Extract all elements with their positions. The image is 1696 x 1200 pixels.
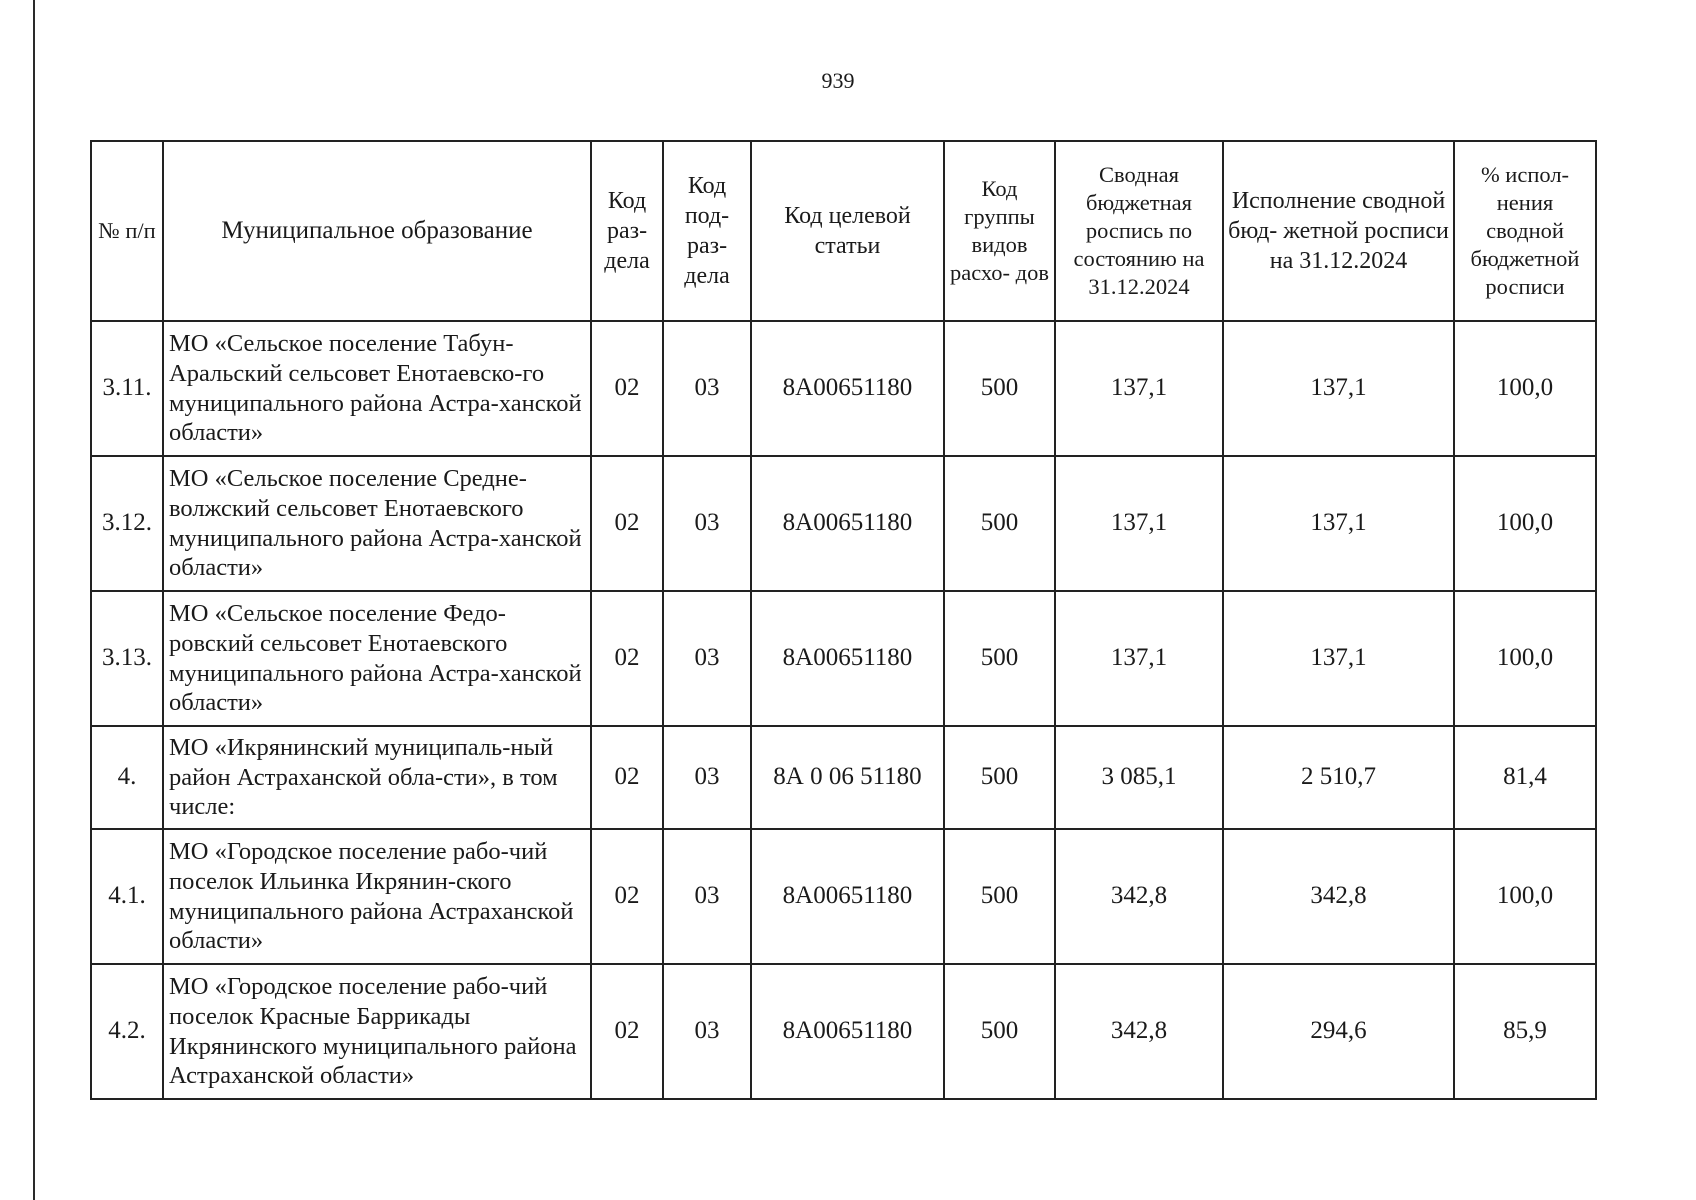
row-executed: 342,8: [1223, 829, 1454, 964]
row-municipality: МО «Икрянинский муниципаль-ный район Астраханской обла-сти», в том числе:: [163, 726, 591, 829]
table-row: [91, 829, 1596, 964]
row-municipality: МО «Городское поселение рабо-чий поселок Ильинка Икрянин-ского муниципального района Астраханской области»: [163, 829, 591, 964]
budget-execution-table: [90, 140, 1597, 1100]
row-municipality: МО «Сельское поселение Федо-ровский сельсовет Енотаевского муниципального района Астра-ханской области»: [163, 591, 591, 726]
row-expense-group: 500: [944, 321, 1055, 456]
row-municipality: МО «Сельское поселение Средне-волжский сельсовет Енотаевского муниципального района Астра-ханской области»: [163, 456, 591, 591]
header-municipality: Муниципальное образование: [163, 141, 591, 321]
row-budget: 3 085,1: [1055, 726, 1223, 829]
row-executed: 137,1: [1223, 456, 1454, 591]
row-section: 02: [591, 964, 663, 1099]
table-row: [91, 591, 1596, 726]
header-expense-group-code: Код группы видов расхо- дов: [944, 141, 1055, 321]
row-budget: 342,8: [1055, 964, 1223, 1099]
table-row: [91, 321, 1596, 456]
row-target-code: 8А00651180: [751, 321, 944, 456]
header-section-code: Код раз- дела: [591, 141, 663, 321]
row-percent: 100,0: [1454, 321, 1596, 456]
row-num: 4.1.: [91, 829, 163, 964]
row-municipality: МО «Городское поселение рабо-чий поселок Красные Баррикады Икрянинского муниципального района Астраханской области»: [163, 964, 591, 1099]
row-subsection: 03: [663, 964, 751, 1099]
table-row: [91, 456, 1596, 591]
row-expense-group: 500: [944, 726, 1055, 829]
row-expense-group: 500: [944, 591, 1055, 726]
scan-edge-line: [33, 0, 35, 1200]
row-percent: 100,0: [1454, 591, 1596, 726]
row-section: 02: [591, 591, 663, 726]
header-execution: Исполнение сводной бюд- жетной росписи на 31.12.2024: [1223, 141, 1454, 321]
row-budget: 342,8: [1055, 829, 1223, 964]
row-subsection: 03: [663, 591, 751, 726]
row-section: 02: [591, 726, 663, 829]
row-target-code: 8А00651180: [751, 591, 944, 726]
header-num: № п/п: [91, 141, 163, 321]
row-subsection: 03: [663, 456, 751, 591]
row-subsection: 03: [663, 321, 751, 456]
row-target-code: 8А00651180: [751, 456, 944, 591]
row-budget: 137,1: [1055, 591, 1223, 726]
row-subsection: 03: [663, 726, 751, 829]
row-percent: 81,4: [1454, 726, 1596, 829]
table-header-row: [91, 141, 1596, 321]
row-percent: 85,9: [1454, 964, 1596, 1099]
row-section: 02: [591, 456, 663, 591]
row-section: 02: [591, 829, 663, 964]
row-budget: 137,1: [1055, 456, 1223, 591]
row-executed: 2 510,7: [1223, 726, 1454, 829]
table-row: [91, 726, 1596, 829]
row-percent: 100,0: [1454, 456, 1596, 591]
row-expense-group: 500: [944, 456, 1055, 591]
header-consolidated-budget: Сводная бюджетная роспись по состоянию на 31.12.2024: [1055, 141, 1223, 321]
row-executed: 294,6: [1223, 964, 1454, 1099]
row-num: 3.11.: [91, 321, 163, 456]
row-percent: 100,0: [1454, 829, 1596, 964]
table-row: [91, 964, 1596, 1099]
header-percent-execution: % испол- нения сводной бюджетной росписи: [1454, 141, 1596, 321]
row-num: 4.2.: [91, 964, 163, 1099]
header-target-article-code: Код целевой статьи: [751, 141, 944, 321]
row-num: 3.12.: [91, 456, 163, 591]
row-budget: 137,1: [1055, 321, 1223, 456]
row-section: 02: [591, 321, 663, 456]
header-subsection-code: Код под- раз- дела: [663, 141, 751, 321]
row-num: 4.: [91, 726, 163, 829]
row-municipality: МО «Сельское поселение Табун-Аральский сельсовет Енотаевско-го муниципального района Астра-ханской области»: [163, 321, 591, 456]
row-subsection: 03: [663, 829, 751, 964]
row-target-code: 8А00651180: [751, 964, 944, 1099]
row-executed: 137,1: [1223, 591, 1454, 726]
row-target-code: 8А 0 06 51180: [751, 726, 944, 829]
row-expense-group: 500: [944, 829, 1055, 964]
row-target-code: 8А00651180: [751, 829, 944, 964]
page-number: 939: [821, 68, 855, 93]
row-executed: 137,1: [1223, 321, 1454, 456]
row-expense-group: 500: [944, 964, 1055, 1099]
row-num: 3.13.: [91, 591, 163, 726]
